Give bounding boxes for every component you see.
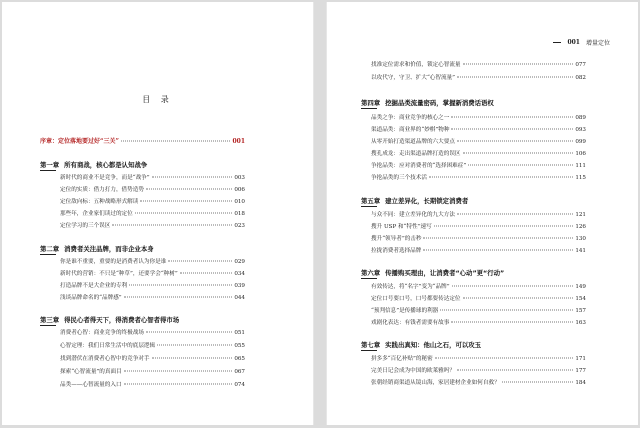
toc-entry[interactable] (371, 60, 586, 68)
entry-page: 055 (234, 343, 245, 349)
leader-dots (146, 189, 232, 190)
entry-page: 171 (575, 356, 586, 362)
chapter-number: 第四章 (361, 99, 381, 107)
entry-label: 找到潜伏在消费者心智中的竞争对手 (60, 356, 150, 362)
entry-label: 新时代的商业不是竞争，而是“战争” (60, 175, 150, 181)
entry-page: 082 (575, 75, 586, 81)
toc-entry[interactable] (371, 222, 586, 230)
entry-label: 品类——心智流量的入口 (60, 382, 122, 388)
entry-label: 找准定位需求和价值，锁定心智流量 (371, 62, 461, 68)
entry-label: 戏剧化表达：有钱者需要有故事 (371, 320, 450, 326)
toc-entry[interactable] (60, 328, 245, 336)
chapter-rule (361, 108, 377, 109)
entry-label: 完美日记会成为中国的欧莱雅吗？ (371, 368, 455, 374)
leader-dots (135, 213, 233, 214)
toc-entry[interactable] (371, 137, 586, 145)
leader-dots (121, 141, 231, 142)
toc-entry[interactable] (371, 282, 586, 290)
entry-page: 077 (575, 62, 586, 68)
toc-entry[interactable] (371, 354, 586, 362)
leader-dots (452, 286, 574, 287)
entry-label: 有效传达，将“名字”变为“品牌” (371, 284, 450, 290)
chapter-1-heading[interactable] (40, 160, 147, 169)
entry-page: 177 (575, 368, 586, 374)
right-page (326, 2, 638, 425)
running-header (553, 38, 610, 47)
entry-label: 渠道品类：商业界的“妙棋”物种 (371, 127, 450, 133)
entry-label: “预判信息”是传播球的利器 (371, 308, 439, 314)
leader-dots (463, 153, 574, 154)
entry-page: 044 (234, 295, 245, 301)
entry-label: 以攻代守，守卫、扩大“心智流量” (371, 75, 456, 81)
entry-label: 争抢品类：应对消费者的“选择困难症” (371, 163, 467, 169)
chapter-title: 挖掘品类流量密码，掌握新消费话语权 (385, 99, 494, 107)
toc-entry[interactable] (371, 125, 586, 133)
toc-entry[interactable] (60, 269, 245, 277)
leader-dots (423, 250, 573, 251)
chapter-2-heading[interactable] (40, 244, 154, 253)
leader-dots (463, 64, 574, 65)
entry-label: 品类之争：商业竞争的核心之一 (371, 115, 450, 121)
entry-label: 定位口号要口号，口号都要传达定位 (371, 296, 461, 302)
leader-dots (129, 285, 232, 286)
leader-dots (435, 358, 574, 359)
chapter-7-heading[interactable] (361, 340, 481, 349)
entry-page: 034 (234, 271, 245, 277)
leader-dots (180, 273, 233, 274)
chapter-6-heading[interactable] (361, 268, 504, 277)
entry-label: 搜升 USP 和“特性”速写 (371, 224, 432, 230)
left-page (2, 2, 314, 425)
leader-dots (451, 129, 573, 130)
leader-dots (146, 332, 232, 333)
entry-page: 157 (575, 308, 586, 314)
toc-entry[interactable] (371, 73, 586, 81)
leader-dots (112, 225, 232, 226)
toc-entry[interactable] (60, 257, 245, 265)
entry-label: 探索“心智流量”的真面目 (60, 369, 122, 375)
toc-entry[interactable] (371, 294, 586, 302)
entry-label: 你是谁不重要，重要的是消费者认为你是谁 (60, 259, 167, 265)
leader-dots (457, 141, 573, 142)
toc-entry[interactable] (60, 354, 245, 362)
toc-entry[interactable] (371, 161, 586, 169)
chapter-title: 得民心者得天下，得消费者心智者得市场 (64, 316, 180, 324)
toc-entry[interactable] (371, 149, 586, 157)
leader-dots (124, 371, 233, 372)
entry-page: 093 (575, 127, 586, 133)
toc-entry[interactable] (371, 234, 586, 242)
chapter-number: 第五章 (361, 197, 381, 205)
entry-label: 争抢品类的三个技术活 (371, 175, 427, 181)
leader-dots (434, 226, 574, 227)
chapter-title: 所有商战，核心都是认知战争 (64, 161, 148, 169)
entry-page: 006 (234, 187, 245, 193)
entry-page: 099 (575, 139, 586, 145)
entry-label: 心智定理：我们日常生活中的底层逻辑 (60, 343, 156, 349)
chapter-rule (361, 278, 377, 279)
entry-label: 定位学习的三个误区 (60, 223, 111, 229)
leader-dots (124, 384, 233, 385)
entry-label: 拼多多“百亿补贴”的秘密 (371, 356, 433, 362)
toc-entry[interactable] (60, 341, 245, 349)
preface-entry[interactable] (40, 136, 245, 145)
toc-entry[interactable] (371, 318, 586, 326)
entry-page: 106 (575, 151, 586, 157)
entry-page: 003 (234, 175, 245, 181)
entry-page: 154 (575, 296, 586, 302)
toc-entry[interactable] (371, 378, 586, 386)
entry-page: 065 (234, 356, 245, 362)
entry-page: 184 (575, 380, 586, 386)
toc-entry[interactable] (371, 366, 586, 374)
entry-label: 浅谈品牌命名的“品牌感” (60, 295, 122, 301)
entry-page: 141 (575, 248, 586, 254)
entry-page: 163 (575, 320, 586, 326)
chapter-title: 实践出真知：他山之石，可以攻玉 (385, 341, 482, 349)
chapter-number: 第三章 (40, 316, 60, 324)
toc-entry[interactable] (60, 380, 245, 388)
chapter-rule (40, 325, 56, 326)
leader-dots (124, 297, 233, 298)
toc-entry[interactable] (371, 306, 586, 314)
entry-label: 那些年，企业家们读过的定位 (60, 211, 133, 217)
leader-dots (423, 238, 573, 239)
chapter-4-heading[interactable] (361, 98, 494, 107)
entry-label: 打造品牌不是大企业的专利 (60, 283, 128, 289)
leader-dots (463, 298, 574, 299)
entry-label: 新时代的营销：不只是“种草”，还要学会“种树” (60, 271, 178, 277)
header-book-title: 增量定位 (585, 40, 610, 47)
entry-label: 张朝经销商渠道从镜山海，家居建材企业如何自救？ (371, 380, 500, 386)
entry-page: 089 (575, 115, 586, 121)
toc-entry[interactable] (60, 197, 245, 205)
chapter-number: 第六章 (361, 269, 381, 277)
toc-entry[interactable] (60, 209, 245, 217)
leader-dots (502, 382, 574, 383)
chapter-number: 第二章 (40, 245, 60, 253)
entry-label: 消费者心智：商业竞争的终极战场 (60, 330, 144, 336)
entry-label: 拉拢消费者选择品牌 (371, 248, 422, 254)
leader-dots (457, 214, 573, 215)
toc-entry[interactable] (371, 113, 586, 121)
leader-dots (140, 201, 232, 202)
entry-page: 111 (575, 163, 586, 169)
leader-dots (468, 165, 573, 166)
preface-label: 序章：定位落地要过好“三关” (40, 138, 119, 145)
header-page-number: 001 (567, 39, 580, 46)
chapter-rule (361, 206, 377, 207)
leader-dots (440, 310, 573, 311)
entry-label: 搜升“领导者”的击秒 (371, 236, 422, 242)
chapter-title: 消费者关注品牌，而非企业本身 (64, 245, 154, 253)
entry-page: 023 (234, 223, 245, 229)
entry-page: 029 (234, 259, 245, 265)
leader-dots (152, 358, 233, 359)
chapter-number: 第一章 (40, 161, 60, 169)
leader-dots (157, 345, 232, 346)
entry-page: 126 (575, 224, 586, 230)
chapter-title: 建立差异化，长期锁定消费者 (385, 197, 469, 205)
toc-entry[interactable] (60, 173, 245, 181)
entry-page: 074 (234, 382, 245, 388)
entry-label: 从零开始打造渠道品牌的六大要点 (371, 139, 455, 145)
entry-label: 与众不同：建立差异化的九大方法 (371, 212, 455, 218)
chapter-3-heading[interactable] (40, 315, 179, 324)
header-rule (553, 42, 561, 43)
entry-page: 130 (575, 236, 586, 242)
toc-entry[interactable] (60, 367, 245, 375)
toc-entry[interactable] (60, 293, 245, 301)
toc-title: 目 录 (142, 95, 173, 104)
leader-dots (429, 177, 573, 178)
entry-page: 039 (234, 283, 245, 289)
preface-page: 001 (232, 138, 245, 145)
entry-page: 018 (234, 211, 245, 217)
leader-dots (457, 370, 573, 371)
entry-page: 121 (575, 212, 586, 218)
entry-label: 搜孔成龙：走出渠道品牌打造的误区 (371, 151, 461, 157)
entry-page: 010 (234, 199, 245, 205)
leader-dots (168, 261, 232, 262)
entry-page: 051 (234, 330, 245, 336)
entry-page: 115 (575, 175, 586, 181)
chapter-number: 第七章 (361, 341, 381, 349)
toc-entry[interactable] (60, 281, 245, 289)
entry-label: 定位的实质：借力打力，借势造势 (60, 187, 144, 193)
chapter-rule (361, 350, 377, 351)
leader-dots (451, 117, 573, 118)
toc-entry[interactable] (371, 246, 586, 254)
toc-entry[interactable] (371, 210, 586, 218)
entry-page: 067 (234, 369, 245, 375)
entry-page: 149 (575, 284, 586, 290)
leader-dots (451, 322, 573, 323)
leader-dots (457, 77, 573, 78)
chapter-rule (40, 254, 56, 255)
toc-entry[interactable] (60, 221, 245, 229)
chapter-title: 传播购买理由，让消费者“心动”更“行动” (385, 269, 505, 277)
toc-entry[interactable] (60, 185, 245, 193)
entry-label: 定位敌向标：五种战略形式解读 (60, 199, 139, 205)
chapter-5-heading[interactable] (361, 196, 468, 205)
chapter-rule (40, 170, 56, 171)
leader-dots (152, 177, 233, 178)
toc-entry[interactable] (371, 173, 586, 181)
